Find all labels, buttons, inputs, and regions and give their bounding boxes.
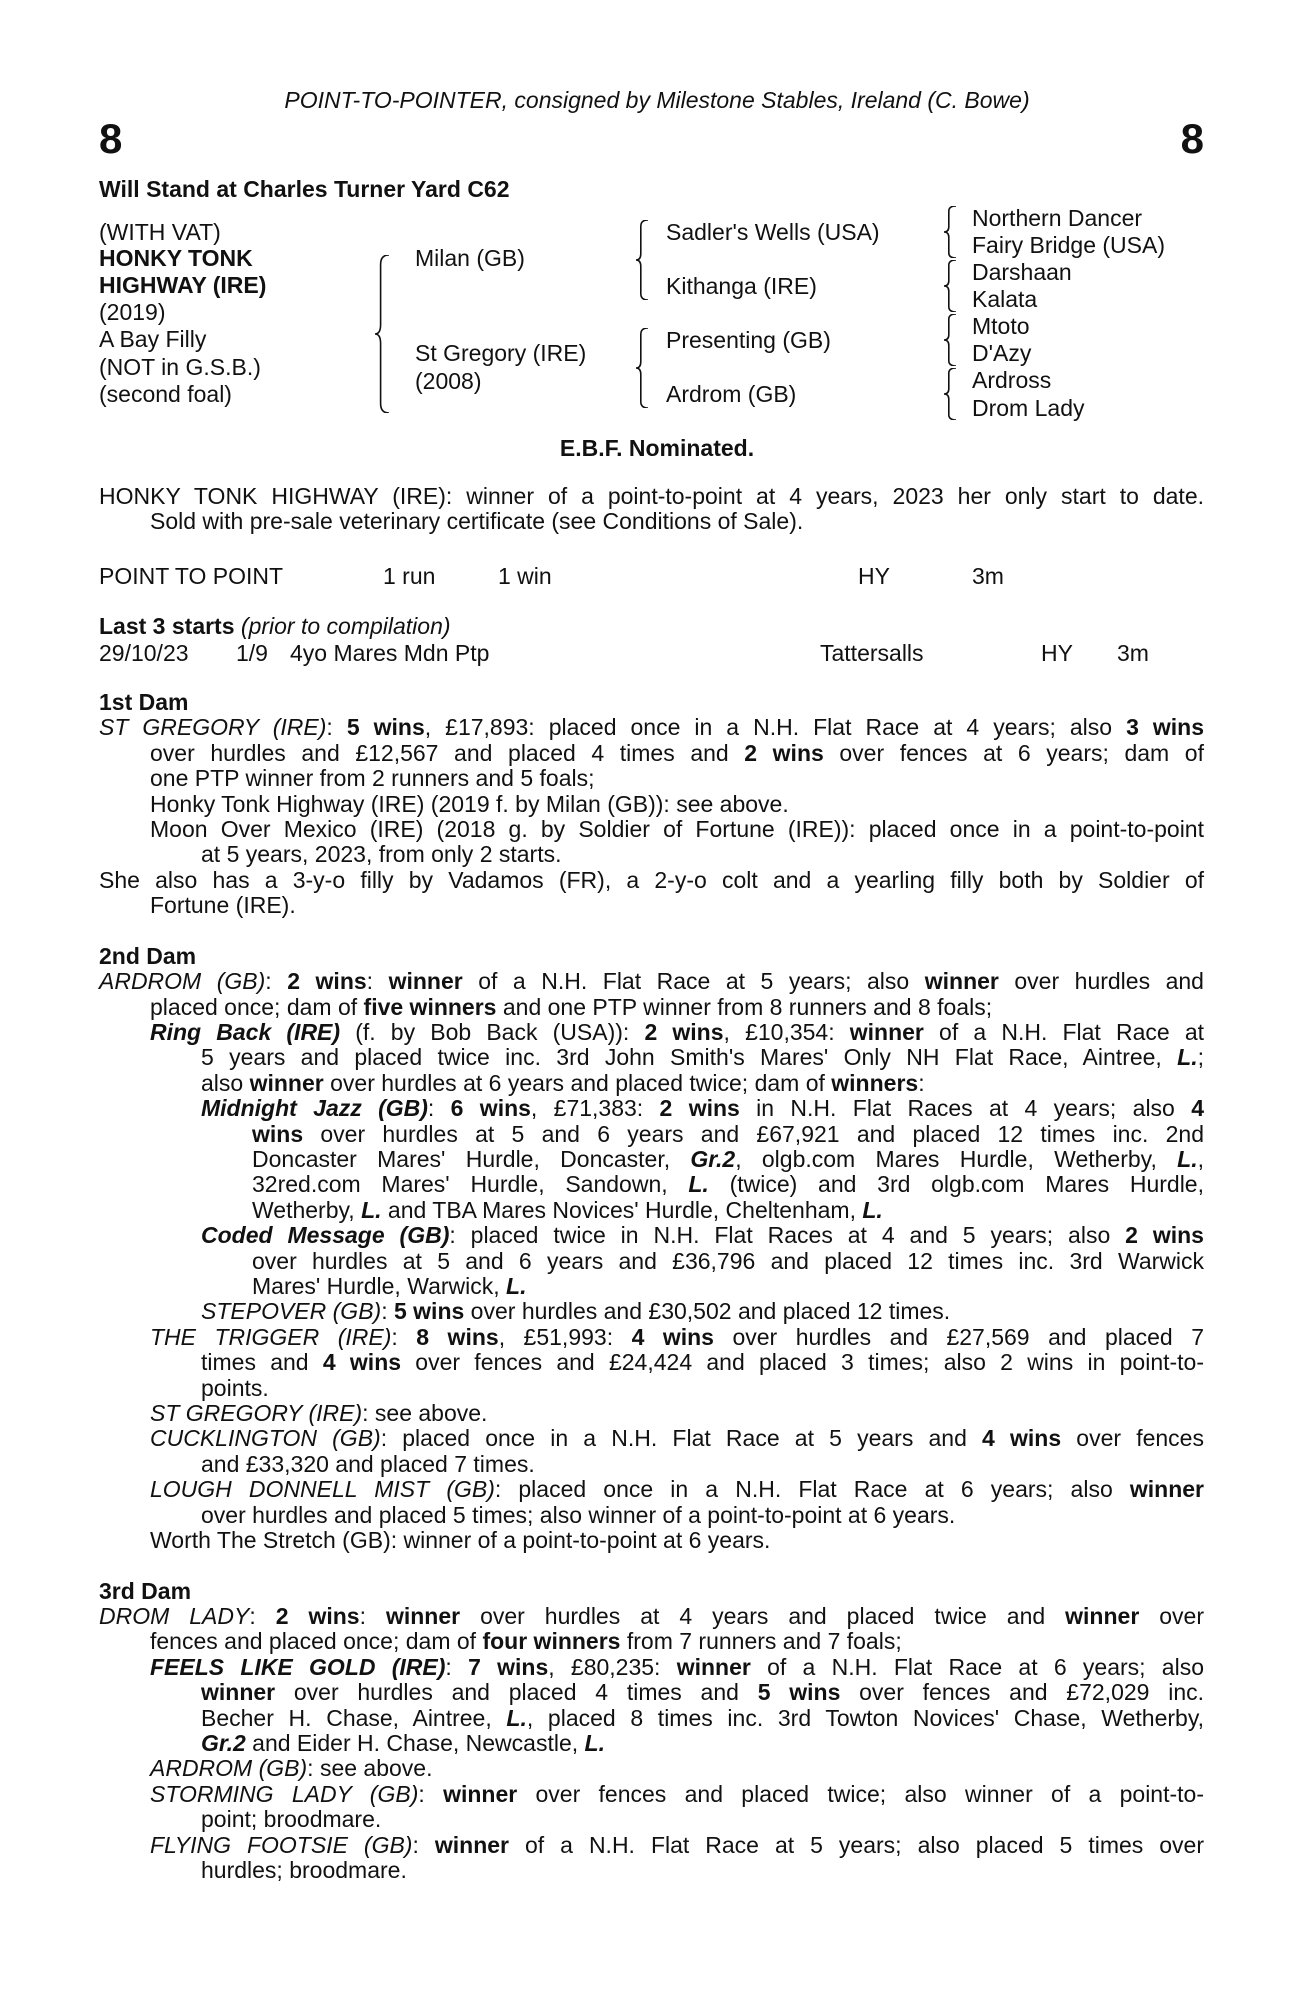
horse-name-emphasis: FEELS LIKE GOLD (IRE) <box>150 1653 446 1680</box>
text-segment: , £51,993: <box>498 1323 632 1350</box>
text-segment: Fortune (IRE). <box>150 892 296 919</box>
text-segment: , £80,235: <box>548 1653 677 1680</box>
horse-name-emphasis: L. <box>506 1272 527 1299</box>
sire-dam-brace <box>375 255 389 413</box>
horse-description: A Bay Filly <box>99 326 207 352</box>
text-segment: : see above. <box>307 1755 433 1782</box>
text-segment: times and <box>201 1349 323 1376</box>
emphasis-text: 2 wins <box>644 1019 724 1046</box>
text-segment: Honky Tonk Highway (IRE) (2019 f. by Milan (GB)): see above. <box>150 790 789 817</box>
emphasis-text: THE TRIGGER (IRE) <box>150 1323 392 1350</box>
horse-name-emphasis: Coded Message (GB) <box>201 1222 450 1249</box>
text-segment: : <box>427 1095 451 1122</box>
text-segment: : <box>265 968 288 995</box>
emphasis-text: five winners <box>363 993 497 1020</box>
text-segment: over hurdles and placed 4 times and <box>275 1679 758 1706</box>
paragraph-line <box>99 1782 1204 1807</box>
family-paragraph <box>99 1604 1204 1655</box>
family-paragraph <box>99 1096 1204 1223</box>
dam-brace <box>636 328 648 408</box>
emphasis-text: 5 wins <box>393 1298 465 1325</box>
last-starts-heading <box>99 613 451 639</box>
text-segment: and Eider H. Chase, Newcastle, <box>245 1730 585 1757</box>
foal-order: (second foal) <box>99 381 232 407</box>
start-date: 29/10/23 <box>99 640 189 666</box>
paragraph-line <box>99 715 1204 740</box>
text-segment: in N.H. Flat Races at 4 years; also <box>739 1095 1192 1122</box>
paragraph-line <box>99 741 1204 766</box>
paragraph-line <box>99 1350 1204 1375</box>
emphasis-text: winner <box>849 1019 924 1046</box>
paragraph-line <box>99 1376 1204 1401</box>
text-segment: She also has a 3-y-o filly by Vadamos (FR), a 2-y-o colt and a yearling filly both by Soldier of <box>99 866 1204 893</box>
text-segment: : <box>366 968 389 995</box>
emphasis-text: 8 wins <box>416 1323 499 1350</box>
paragraph-line <box>99 1096 1204 1121</box>
text-segment: Doncaster Mares' Hurdle, Doncaster, <box>252 1146 691 1173</box>
paragraph-line <box>99 1731 1204 1756</box>
emphasis-text: FLYING FOOTSIE (GB) <box>150 1831 413 1858</box>
text-segment: over fences at 6 years; dam of <box>823 739 1204 766</box>
section-heading: 1st Dam <box>99 689 189 715</box>
lot-number-left: 8 <box>99 115 123 162</box>
last-starts-note: (prior to compilation) <box>240 613 451 639</box>
emphasis-text: winner <box>388 968 463 995</box>
gen3-ancestor: Northern Dancer <box>972 205 1143 231</box>
text-segment: and one PTP winner from 8 runners and 8 foals; <box>496 993 993 1020</box>
text-segment: over <box>1139 1603 1204 1630</box>
text-segment: (f. by Bob Back (USA)): <box>340 1019 645 1046</box>
emphasis-text: 2 wins <box>287 968 367 995</box>
text-segment: : <box>381 1298 394 1325</box>
text-segment: over hurdles and <box>998 968 1204 995</box>
start-distance: 3m <box>1117 640 1149 666</box>
intro-line: Sold with pre-sale veterinary certificate (see Conditions of Sale). <box>150 508 804 535</box>
paragraph-line <box>99 842 1204 867</box>
start-going: HY <box>1041 640 1073 666</box>
section-heading: 3rd Dam <box>99 1577 192 1604</box>
lot-number-right: 8 <box>1180 115 1204 162</box>
gen3-brace-4 <box>944 368 956 420</box>
text-segment: : <box>249 1603 276 1630</box>
text-segment: : placed twice in N.H. Flat Races at 4 and 5 years; also <box>449 1222 1126 1249</box>
emphasis-text: 4 wins <box>322 1349 402 1376</box>
family-paragraph <box>99 1655 1204 1757</box>
horse-name-emphasis: L. <box>1177 1146 1198 1173</box>
gen3-ancestor: Ardross <box>972 367 1052 393</box>
horse-name-emphasis: L. <box>584 1730 605 1757</box>
emphasis-text: ARDROM (GB) <box>99 968 266 995</box>
paragraph-line <box>99 1655 1204 1680</box>
ebf-nominated: E.B.F. Nominated. <box>559 435 755 461</box>
family-paragraph <box>99 1020 1204 1096</box>
emphasis-text: 6 wins <box>450 1095 531 1122</box>
paragraph-line <box>99 893 1204 918</box>
text-segment: : see above. <box>362 1399 488 1426</box>
emphasis-text: 5 wins <box>757 1679 841 1706</box>
text-segment: at 5 years, 2023, from only 2 starts. <box>201 841 562 868</box>
paragraph-line <box>99 1198 1204 1223</box>
emphasis-text: winner <box>201 1679 276 1706</box>
paragraph-line <box>99 1477 1204 1502</box>
emphasis-text: winner <box>385 1603 461 1630</box>
text-segment: Worth The Stretch (GB): winner of a point-to-point at 6 years. <box>150 1526 771 1553</box>
start-position: 1/9 <box>236 640 268 666</box>
text-segment: point; broodmare. <box>201 1806 382 1833</box>
text-segment: : <box>445 1653 469 1680</box>
emphasis-text: ARDROM (GB) <box>150 1755 308 1782</box>
emphasis-text: 2 wins <box>1125 1222 1204 1249</box>
gsb-status: (NOT in G.S.B.) <box>99 354 261 380</box>
text-segment: over hurdles at 5 and 6 years and £36,796 and placed 12 times inc. 3rd Warwick <box>252 1247 1204 1274</box>
text-segment: , £71,383: <box>530 1095 660 1122</box>
text-segment: over fences <box>1061 1425 1204 1452</box>
text-segment: 5 years and placed twice inc. 3rd John Smith's Mares' Only NH Flat Race, Aintree, <box>201 1044 1178 1071</box>
family-paragraph <box>99 1782 1204 1833</box>
text-segment: 32red.com Mares' Hurdle, Sandown, <box>252 1171 689 1198</box>
dam: St Gregory (IRE) <box>415 340 587 366</box>
family-notes <box>99 690 1204 1883</box>
text-segment: over fences and £72,029 inc. <box>840 1679 1205 1706</box>
text-segment: over hurdles at 6 years and placed twice; dam of <box>323 1069 832 1096</box>
paragraph-line <box>99 868 1204 893</box>
text-segment: ; <box>1197 1044 1204 1071</box>
gen3-brace-3 <box>944 314 956 366</box>
text-segment: , £17,893: placed once in a N.H. Flat Race at 4 years; also <box>424 714 1127 741</box>
paragraph-line <box>99 792 1204 817</box>
intro-line: HONKY TONK HIGHWAY (IRE): winner of a point-to-point at 4 years, 2023 her only start to date. <box>99 483 1204 509</box>
paragraph-line <box>99 1807 1204 1832</box>
emphasis-text: ST GREGORY (IRE) <box>150 1399 363 1426</box>
text-segment: , olgb.com Mares Hurdle, Wetherby, <box>735 1146 1178 1173</box>
text-segment: over hurdles and £30,502 and placed 12 times. <box>464 1298 951 1325</box>
family-paragraph <box>99 1401 1204 1426</box>
sire-dam: Kithanga (IRE) <box>666 273 817 299</box>
family-paragraph <box>99 1477 1204 1528</box>
emphasis-text: ST GREGORY (IRE) <box>99 714 327 741</box>
gen3-ancestor: Mtoto <box>972 313 1030 339</box>
family-paragraph <box>99 1325 1204 1401</box>
horse-name-emphasis: L. <box>688 1171 709 1198</box>
family-paragraph <box>99 715 1204 791</box>
emphasis-text: winner <box>1065 1603 1140 1630</box>
record-type: POINT TO POINT <box>99 563 284 589</box>
emphasis-text: winner <box>1129 1476 1204 1503</box>
paragraph-line <box>99 1147 1204 1172</box>
text-segment: over hurdles at 4 years and placed twice and <box>460 1603 1066 1630</box>
text-segment: over hurdles and £12,567 and placed 4 times and <box>150 739 745 766</box>
family-paragraph <box>99 1299 1204 1324</box>
family-paragraph <box>99 817 1204 868</box>
paragraph-line <box>99 1528 1204 1553</box>
horse-name-emphasis: Gr.2 <box>690 1146 736 1173</box>
record-distance: 3m <box>972 563 1004 589</box>
emphasis-text: winner <box>249 1069 324 1096</box>
horse-name-emphasis: Gr.2 <box>201 1730 246 1757</box>
emphasis-text: CUCKLINGTON (GB) <box>150 1425 381 1452</box>
text-segment: , placed 8 times inc. 3rd Towton Novices' Chase, Wetherby, <box>526 1704 1204 1731</box>
text-segment: : placed once in a N.H. Flat Race at 6 years; also <box>494 1476 1130 1503</box>
gen3-brace-2 <box>944 260 956 312</box>
text-segment: of a N.H. Flat Race at 6 years; also <box>750 1653 1205 1680</box>
family-paragraph <box>99 1426 1204 1477</box>
text-segment: Moon Over Mexico (IRE) (2018 g. by Soldier of Fortune (IRE)): placed once in a point-to-point <box>150 815 1204 842</box>
family-paragraph <box>99 969 1204 1020</box>
section-heading: 2nd Dam <box>99 942 197 969</box>
paragraph-line <box>99 1045 1204 1070</box>
gen3-brace-1 <box>944 206 956 258</box>
sire-sire: Sadler's Wells (USA) <box>666 219 880 245</box>
horse-name-line2: HIGHWAY (IRE) <box>99 272 267 298</box>
paragraph-line <box>99 766 1204 791</box>
horse-name-emphasis: Ring Back (IRE) <box>150 1019 341 1046</box>
emphasis-text: 7 wins <box>468 1653 549 1680</box>
emphasis-text: winner <box>443 1780 518 1807</box>
paragraph-line <box>99 1706 1204 1731</box>
family-paragraph <box>99 792 1204 817</box>
emphasis-text: winner <box>676 1653 751 1680</box>
emphasis-text: STEPOVER (GB) <box>201 1298 382 1325</box>
paragraph-line <box>99 1629 1204 1654</box>
gen3-ancestor: Drom Lady <box>972 395 1085 421</box>
emphasis-text: STORMING LADY (GB) <box>150 1780 419 1807</box>
intro-paragraph <box>99 484 1204 535</box>
text-segment: and TBA Mares Novices' Hurdle, Cheltenham, <box>381 1196 863 1223</box>
emphasis-text: DROM LADY <box>99 1603 250 1630</box>
record-going: HY <box>858 563 890 589</box>
text-segment: of a N.H. Flat Race at 5 years; also <box>462 968 925 995</box>
text-segment: also <box>201 1069 250 1096</box>
text-segment: points. <box>201 1374 269 1401</box>
text-segment: and £33,320 and placed 7 times. <box>201 1450 535 1477</box>
horse-name-emphasis: L. <box>361 1196 382 1223</box>
paragraph-line <box>99 1680 1204 1705</box>
text-segment: : <box>418 1780 444 1807</box>
paragraph-line <box>99 995 1204 1020</box>
dam-dam: Ardrom (GB) <box>666 381 797 407</box>
text-segment: , £10,354: <box>723 1019 850 1046</box>
sire-brace <box>636 220 648 300</box>
dam-year: (2008) <box>415 368 482 394</box>
text-segment: over fences and placed twice; also winner of a point-to- <box>517 1780 1204 1807</box>
text-segment: Mares' Hurdle, Warwick, <box>252 1272 507 1299</box>
emphasis-text: 3 wins <box>1126 714 1205 741</box>
family-paragraph <box>99 1223 1204 1299</box>
text-segment: over fences and £24,424 and placed 3 times; also 2 wins in point-to- <box>401 1349 1205 1376</box>
family-paragraph <box>99 1528 1204 1553</box>
horse-name-emphasis: L. <box>506 1704 527 1731</box>
paragraph-line <box>99 1858 1204 1883</box>
text-segment: : <box>326 714 347 741</box>
consignment-line: POINT-TO-POINTER, consigned by Milestone Stables, Ireland (C. Bowe) <box>284 87 1030 113</box>
paragraph-line <box>99 817 1204 842</box>
start-race: 4yo Mares Mdn Ptp <box>290 640 490 666</box>
horse-name-line1: HONKY TONK <box>99 245 253 271</box>
paragraph-line <box>99 1833 1204 1858</box>
text-segment: from 7 runners and 7 foals; <box>620 1628 902 1655</box>
emphasis-text: 2 wins <box>659 1095 740 1122</box>
gen3-ancestor: D'Azy <box>972 340 1032 366</box>
emphasis-text: four winners <box>482 1628 621 1655</box>
text-segment: hurdles; broodmare. <box>201 1856 407 1883</box>
emphasis-text: 4 wins <box>631 1323 714 1350</box>
record-wins: 1 win <box>498 563 552 589</box>
dam-sire: Presenting (GB) <box>666 327 831 353</box>
emphasis-text: wins <box>252 1120 304 1147</box>
emphasis-text: winner <box>434 1831 509 1858</box>
emphasis-text: 5 wins <box>346 714 425 741</box>
paragraph-line <box>99 969 1204 994</box>
text-segment: (twice) and 3rd olgb.com Mares Hurdle, <box>708 1171 1204 1198</box>
paragraph-line <box>99 1020 1204 1045</box>
gen3-ancestor: Kalata <box>972 286 1038 312</box>
paragraph-line <box>99 1604 1204 1629</box>
text-segment: : <box>918 1069 925 1096</box>
gen3-ancestor: Darshaan <box>972 259 1072 285</box>
start-course: Tattersalls <box>820 640 924 666</box>
text-segment: one PTP winner from 2 runners and 5 foals; <box>150 765 595 792</box>
text-segment: Wetherby, <box>252 1196 362 1223</box>
vat-note: (WITH VAT) <box>99 219 221 245</box>
text-segment: over hurdles and placed 5 times; also winner of a point-to-point at 6 years. <box>201 1501 956 1528</box>
paragraph-line <box>99 1401 1204 1426</box>
family-paragraph <box>99 1756 1204 1781</box>
paragraph-line <box>99 1452 1204 1477</box>
emphasis-text: winner <box>924 968 999 995</box>
horse-name-emphasis: L. <box>1177 1044 1198 1071</box>
paragraph-line <box>99 1426 1204 1451</box>
text-segment: : <box>412 1831 435 1858</box>
paragraph-line <box>99 1223 1204 1248</box>
paragraph-line <box>99 1249 1204 1274</box>
text-segment: of a N.H. Flat Race at <box>923 1019 1205 1046</box>
emphasis-text: 2 wins <box>744 739 824 766</box>
paragraph-line <box>99 1756 1204 1781</box>
paragraph-line <box>99 1299 1204 1324</box>
text-segment: : placed once in a N.H. Flat Race at 5 years and <box>380 1425 983 1452</box>
emphasis-text: winners <box>831 1069 919 1096</box>
text-segment: Becher H. Chase, Aintree, <box>201 1704 507 1731</box>
paragraph-line <box>99 1071 1204 1096</box>
sire: Milan (GB) <box>415 245 525 271</box>
last-starts-title: Last 3 starts <box>99 613 235 639</box>
horse-name-emphasis: Midnight Jazz (GB) <box>201 1095 428 1122</box>
family-paragraph <box>99 1833 1204 1884</box>
record-runs: 1 run <box>383 563 436 589</box>
paragraph-line <box>99 1503 1204 1528</box>
horse-name-emphasis: L. <box>862 1196 883 1223</box>
paragraph-line <box>99 1122 1204 1147</box>
paragraph-line <box>99 1325 1204 1350</box>
paragraph-line <box>99 1274 1204 1299</box>
text-segment: placed once; dam of <box>150 993 364 1020</box>
text-segment: over hurdles and £27,569 and placed 7 <box>713 1323 1204 1350</box>
emphasis-text: LOUGH DONNELL MIST (GB) <box>150 1476 495 1503</box>
paragraph-line <box>99 1172 1204 1197</box>
family-paragraph <box>99 868 1204 919</box>
emphasis-text: 4 wins <box>982 1425 1062 1452</box>
text-segment: fences and placed once; dam of <box>150 1628 483 1655</box>
text-segment: , <box>1197 1146 1204 1173</box>
text-segment: : <box>359 1603 386 1630</box>
stand-location: Will Stand at Charles Turner Yard C62 <box>99 176 510 202</box>
text-segment: over hurdles at 5 and 6 years and £67,921 and placed 12 times inc. 2nd <box>303 1120 1204 1147</box>
foaling-year: (2019) <box>99 299 166 325</box>
text-segment: : <box>391 1323 417 1350</box>
text-segment: of a N.H. Flat Race at 5 years; also placed 5 times over <box>508 1831 1205 1858</box>
emphasis-text: 2 wins <box>275 1603 360 1630</box>
gen3-ancestor: Fairy Bridge (USA) <box>972 232 1165 258</box>
emphasis-text: 4 <box>1191 1095 1204 1122</box>
